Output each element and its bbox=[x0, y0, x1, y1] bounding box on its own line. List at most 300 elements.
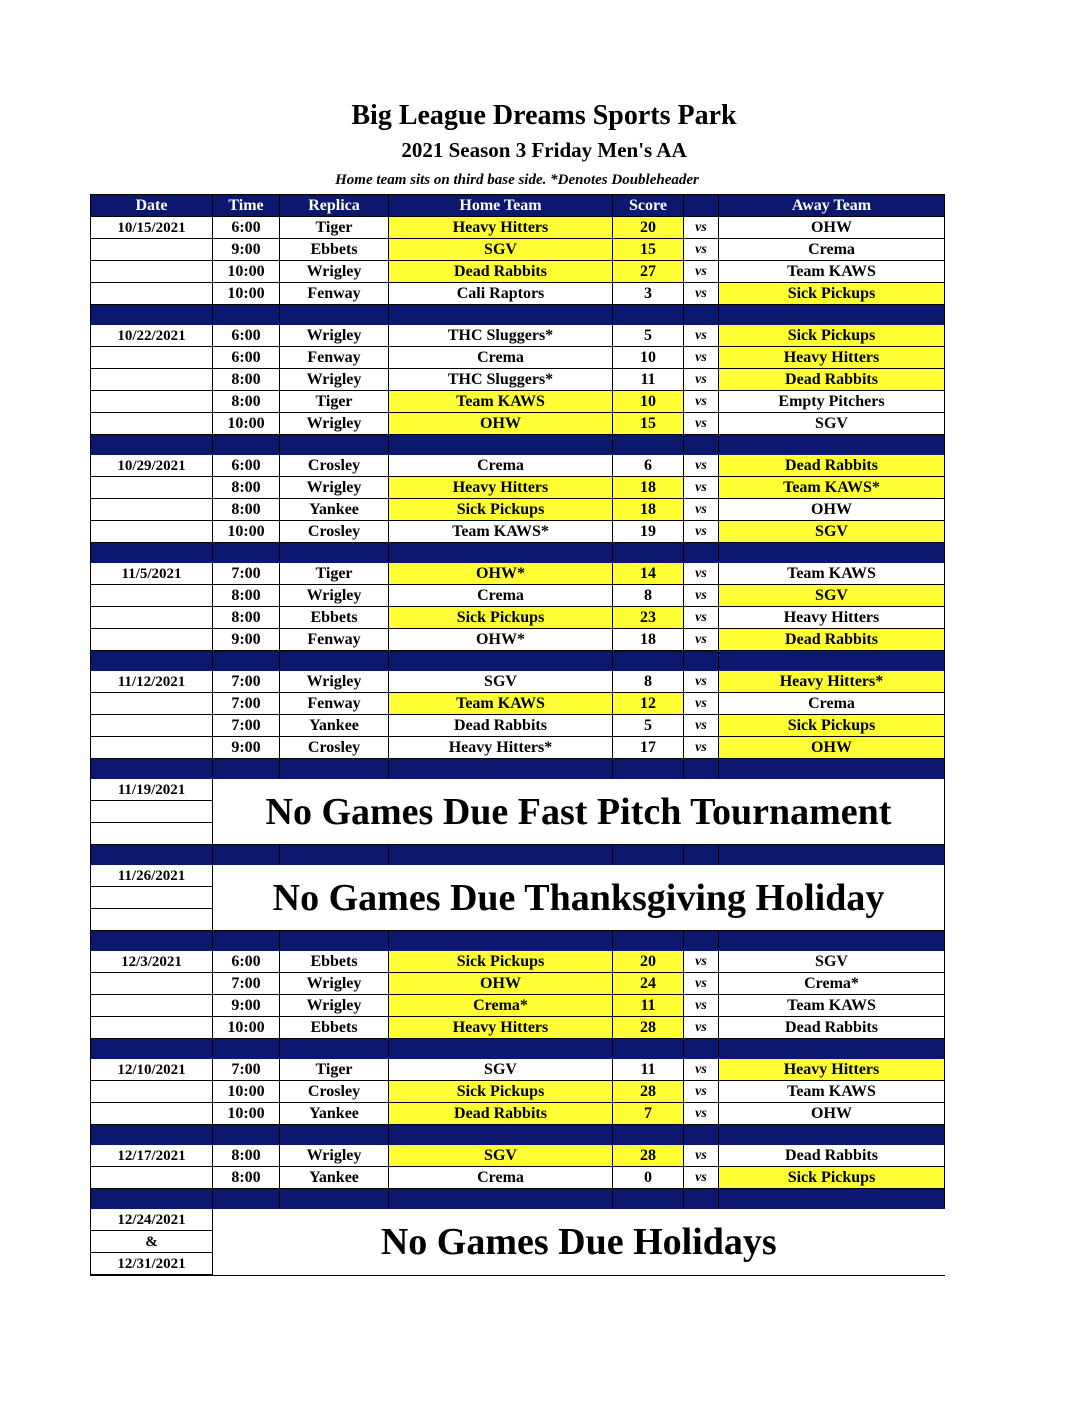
game-row bbox=[91, 325, 945, 347]
vs-label: vs bbox=[684, 347, 719, 369]
away-team: OHW bbox=[719, 737, 945, 759]
game-score: 17 bbox=[613, 737, 684, 759]
game-date bbox=[91, 1081, 213, 1103]
game-replica: Crosley bbox=[280, 737, 389, 759]
game-date bbox=[91, 585, 213, 607]
game-replica: Wrigley bbox=[280, 1145, 389, 1167]
spacer-cell bbox=[91, 1189, 213, 1209]
spacer-cell bbox=[389, 305, 613, 325]
game-replica: Ebbets bbox=[280, 951, 389, 973]
game-row bbox=[91, 261, 945, 283]
home-team: Sick Pickups bbox=[389, 607, 613, 629]
game-score: 18 bbox=[613, 629, 684, 651]
game-replica: Ebbets bbox=[280, 239, 389, 261]
spacer-cell bbox=[719, 651, 945, 671]
game-row bbox=[91, 1017, 945, 1039]
spacer-cell bbox=[280, 1125, 389, 1145]
game-score: 11 bbox=[613, 1059, 684, 1081]
spacer-cell bbox=[280, 305, 389, 325]
game-replica: Wrigley bbox=[280, 973, 389, 995]
vs-label: vs bbox=[684, 671, 719, 693]
game-score: 10 bbox=[613, 391, 684, 413]
column-header-date: Date bbox=[91, 195, 213, 217]
game-row bbox=[91, 477, 945, 499]
home-team: Crema* bbox=[389, 995, 613, 1017]
spacer-cell bbox=[280, 651, 389, 671]
spacer-cell bbox=[719, 759, 945, 779]
game-replica: Wrigley bbox=[280, 261, 389, 283]
game-time: 7:00 bbox=[213, 973, 280, 995]
home-team: OHW* bbox=[389, 629, 613, 651]
game-date bbox=[91, 261, 213, 283]
vs-label: vs bbox=[684, 693, 719, 715]
game-date: 11/12/2021 bbox=[91, 671, 213, 693]
spacer-cell bbox=[613, 1125, 684, 1145]
game-row bbox=[91, 217, 945, 239]
column-header-replica: Replica bbox=[280, 195, 389, 217]
away-team: SGV bbox=[719, 413, 945, 435]
game-date bbox=[91, 1103, 213, 1125]
away-team: Team KAWS* bbox=[719, 477, 945, 499]
game-date bbox=[91, 477, 213, 499]
game-date: 12/3/2021 bbox=[91, 951, 213, 973]
game-row bbox=[91, 1081, 945, 1103]
spacer-row bbox=[91, 1189, 945, 1209]
spacer-cell bbox=[213, 435, 280, 455]
game-replica: Wrigley bbox=[280, 671, 389, 693]
vs-label: vs bbox=[684, 737, 719, 759]
spacer-cell bbox=[684, 1189, 719, 1209]
spacer-cell bbox=[91, 1125, 213, 1145]
game-time: 10:00 bbox=[213, 521, 280, 543]
spacer-cell bbox=[719, 931, 945, 951]
home-team: SGV bbox=[389, 1145, 613, 1167]
no-games-notice: No Games Due Holidays bbox=[213, 1209, 945, 1276]
game-row bbox=[91, 671, 945, 693]
home-team: SGV bbox=[389, 239, 613, 261]
game-time: 7:00 bbox=[213, 563, 280, 585]
spacer-cell bbox=[280, 1039, 389, 1059]
spacer-cell bbox=[213, 931, 280, 951]
game-row bbox=[91, 995, 945, 1017]
home-team: Heavy Hitters bbox=[389, 217, 613, 239]
game-time: 10:00 bbox=[213, 261, 280, 283]
game-replica: Wrigley bbox=[280, 585, 389, 607]
game-score: 23 bbox=[613, 607, 684, 629]
vs-label: vs bbox=[684, 951, 719, 973]
game-score: 8 bbox=[613, 585, 684, 607]
game-score: 3 bbox=[613, 283, 684, 305]
away-team: Dead Rabbits bbox=[719, 455, 945, 477]
spacer-cell bbox=[389, 845, 613, 865]
game-replica: Fenway bbox=[280, 693, 389, 715]
header-row bbox=[91, 195, 945, 217]
spacer-cell bbox=[684, 1125, 719, 1145]
game-replica: Tiger bbox=[280, 217, 389, 239]
spacer-cell bbox=[719, 1125, 945, 1145]
spacer-cell bbox=[684, 651, 719, 671]
spacer-row bbox=[91, 845, 945, 865]
home-team: SGV bbox=[389, 671, 613, 693]
game-replica: Wrigley bbox=[280, 477, 389, 499]
away-team: Team KAWS bbox=[719, 1081, 945, 1103]
spacer-cell bbox=[613, 435, 684, 455]
spacer-cell bbox=[613, 1189, 684, 1209]
away-team: Empty Pitchers bbox=[719, 391, 945, 413]
game-row bbox=[91, 629, 945, 651]
game-replica: Yankee bbox=[280, 715, 389, 737]
game-date bbox=[91, 995, 213, 1017]
away-team: Team KAWS bbox=[719, 563, 945, 585]
game-replica: Ebbets bbox=[280, 607, 389, 629]
spacer-cell bbox=[280, 1189, 389, 1209]
vs-label: vs bbox=[684, 477, 719, 499]
game-time: 6:00 bbox=[213, 455, 280, 477]
home-team: Team KAWS* bbox=[389, 521, 613, 543]
game-date bbox=[91, 629, 213, 651]
home-team: Dead Rabbits bbox=[389, 715, 613, 737]
spacer-cell bbox=[91, 1039, 213, 1059]
notice-row bbox=[91, 865, 945, 887]
home-team: Crema bbox=[389, 455, 613, 477]
game-replica: Tiger bbox=[280, 563, 389, 585]
vs-label: vs bbox=[684, 391, 719, 413]
game-time: 9:00 bbox=[213, 737, 280, 759]
notice-date bbox=[91, 909, 213, 931]
vs-label: vs bbox=[684, 325, 719, 347]
game-time: 8:00 bbox=[213, 499, 280, 521]
game-score: 14 bbox=[613, 563, 684, 585]
home-team: Crema bbox=[389, 585, 613, 607]
game-row bbox=[91, 715, 945, 737]
game-time: 7:00 bbox=[213, 1059, 280, 1081]
schedule-note: Home team sits on third base side. *Denotes Doubleheader bbox=[335, 172, 699, 188]
home-team: Sick Pickups bbox=[389, 951, 613, 973]
away-team: Dead Rabbits bbox=[719, 369, 945, 391]
vs-label: vs bbox=[684, 239, 719, 261]
vs-label: vs bbox=[684, 585, 719, 607]
game-score: 11 bbox=[613, 369, 684, 391]
game-score: 6 bbox=[613, 455, 684, 477]
column-header-home-team: Home Team bbox=[389, 195, 613, 217]
spacer-cell bbox=[280, 759, 389, 779]
away-team: Sick Pickups bbox=[719, 715, 945, 737]
away-team: Crema bbox=[719, 239, 945, 261]
game-replica: Wrigley bbox=[280, 995, 389, 1017]
game-date: 12/17/2021 bbox=[91, 1145, 213, 1167]
game-time: 7:00 bbox=[213, 715, 280, 737]
home-team: OHW bbox=[389, 413, 613, 435]
game-row bbox=[91, 391, 945, 413]
game-date bbox=[91, 521, 213, 543]
away-team: Team KAWS bbox=[719, 995, 945, 1017]
game-time: 6:00 bbox=[213, 951, 280, 973]
spacer-cell bbox=[213, 543, 280, 563]
game-score: 11 bbox=[613, 995, 684, 1017]
spacer-cell bbox=[280, 435, 389, 455]
spacer-cell bbox=[684, 435, 719, 455]
away-team: OHW bbox=[719, 499, 945, 521]
game-score: 7 bbox=[613, 1103, 684, 1125]
spacer-cell bbox=[389, 1125, 613, 1145]
game-score: 24 bbox=[613, 973, 684, 995]
game-replica: Yankee bbox=[280, 1103, 389, 1125]
home-team: Crema bbox=[389, 1167, 613, 1189]
game-time: 9:00 bbox=[213, 629, 280, 651]
game-replica: Wrigley bbox=[280, 369, 389, 391]
game-score: 28 bbox=[613, 1017, 684, 1039]
spacer-row bbox=[91, 651, 945, 671]
spacer-cell bbox=[719, 845, 945, 865]
spacer-cell bbox=[613, 845, 684, 865]
game-replica: Yankee bbox=[280, 1167, 389, 1189]
home-team: SGV bbox=[389, 1059, 613, 1081]
game-row bbox=[91, 737, 945, 759]
spacer-cell bbox=[613, 305, 684, 325]
spacer-cell bbox=[91, 305, 213, 325]
notice-date: 12/24/2021 bbox=[91, 1209, 213, 1231]
game-score: 28 bbox=[613, 1145, 684, 1167]
spacer-cell bbox=[684, 931, 719, 951]
game-replica: Fenway bbox=[280, 283, 389, 305]
spacer-cell bbox=[389, 435, 613, 455]
game-row bbox=[91, 951, 945, 973]
game-row bbox=[91, 607, 945, 629]
game-row bbox=[91, 693, 945, 715]
game-row bbox=[91, 521, 945, 543]
game-time: 8:00 bbox=[213, 369, 280, 391]
notice-date: & bbox=[91, 1231, 213, 1253]
home-team: THC Sluggers* bbox=[389, 369, 613, 391]
game-replica: Wrigley bbox=[280, 413, 389, 435]
no-games-notice: No Games Due Fast Pitch Tournament bbox=[213, 779, 945, 845]
game-time: 10:00 bbox=[213, 1103, 280, 1125]
page-title: Big League Dreams Sports Park bbox=[351, 100, 737, 131]
game-time: 9:00 bbox=[213, 239, 280, 261]
game-time: 6:00 bbox=[213, 347, 280, 369]
spacer-cell bbox=[280, 845, 389, 865]
vs-label: vs bbox=[684, 607, 719, 629]
game-date bbox=[91, 347, 213, 369]
game-date bbox=[91, 369, 213, 391]
spacer-cell bbox=[91, 543, 213, 563]
spacer-cell bbox=[91, 435, 213, 455]
spacer-cell bbox=[213, 305, 280, 325]
spacer-cell bbox=[213, 845, 280, 865]
game-score: 18 bbox=[613, 477, 684, 499]
spacer-cell bbox=[213, 1039, 280, 1059]
vs-label: vs bbox=[684, 563, 719, 585]
home-team: Dead Rabbits bbox=[389, 261, 613, 283]
game-date bbox=[91, 1167, 213, 1189]
game-replica: Tiger bbox=[280, 391, 389, 413]
game-score: 15 bbox=[613, 239, 684, 261]
no-games-notice: No Games Due Thanksgiving Holiday bbox=[213, 865, 945, 931]
game-row bbox=[91, 455, 945, 477]
spacer-cell bbox=[389, 1039, 613, 1059]
home-team: Heavy Hitters bbox=[389, 1017, 613, 1039]
away-team: Sick Pickups bbox=[719, 1167, 945, 1189]
vs-label: vs bbox=[684, 1017, 719, 1039]
spacer-row bbox=[91, 543, 945, 563]
spacer-cell bbox=[613, 651, 684, 671]
away-team: OHW bbox=[719, 217, 945, 239]
vs-label: vs bbox=[684, 715, 719, 737]
away-team: Heavy Hitters bbox=[719, 347, 945, 369]
home-team: Heavy Hitters* bbox=[389, 737, 613, 759]
game-time: 6:00 bbox=[213, 325, 280, 347]
spacer-row bbox=[91, 435, 945, 455]
away-team: SGV bbox=[719, 951, 945, 973]
notice-date bbox=[91, 801, 213, 823]
game-score: 20 bbox=[613, 217, 684, 239]
spacer-row bbox=[91, 759, 945, 779]
away-team: SGV bbox=[719, 521, 945, 543]
game-row bbox=[91, 1103, 945, 1125]
spacer-cell bbox=[684, 305, 719, 325]
game-row bbox=[91, 563, 945, 585]
spacer-cell bbox=[91, 845, 213, 865]
away-team: Dead Rabbits bbox=[719, 1017, 945, 1039]
away-team: Heavy Hitters* bbox=[719, 671, 945, 693]
vs-label: vs bbox=[684, 455, 719, 477]
game-time: 8:00 bbox=[213, 585, 280, 607]
spacer-cell bbox=[213, 1189, 280, 1209]
notice-row bbox=[91, 1209, 945, 1231]
home-team: Heavy Hitters bbox=[389, 477, 613, 499]
notice-date bbox=[91, 823, 213, 845]
away-team: Crema* bbox=[719, 973, 945, 995]
notice-date bbox=[91, 887, 213, 909]
vs-label: vs bbox=[684, 499, 719, 521]
game-date: 10/22/2021 bbox=[91, 325, 213, 347]
game-date bbox=[91, 607, 213, 629]
game-replica: Wrigley bbox=[280, 325, 389, 347]
vs-label: vs bbox=[684, 413, 719, 435]
spacer-row bbox=[91, 931, 945, 951]
vs-label: vs bbox=[684, 1081, 719, 1103]
spacer-cell bbox=[280, 543, 389, 563]
notice-row bbox=[91, 779, 945, 801]
vs-label: vs bbox=[684, 283, 719, 305]
game-row bbox=[91, 369, 945, 391]
game-time: 7:00 bbox=[213, 693, 280, 715]
spacer-cell bbox=[684, 1039, 719, 1059]
game-time: 10:00 bbox=[213, 283, 280, 305]
game-time: 6:00 bbox=[213, 217, 280, 239]
game-row bbox=[91, 413, 945, 435]
game-time: 8:00 bbox=[213, 1145, 280, 1167]
game-date bbox=[91, 1017, 213, 1039]
game-row bbox=[91, 973, 945, 995]
game-score: 0 bbox=[613, 1167, 684, 1189]
game-score: 5 bbox=[613, 325, 684, 347]
notice-date: 12/31/2021 bbox=[91, 1253, 213, 1276]
home-team: Team KAWS bbox=[389, 391, 613, 413]
spacer-cell bbox=[613, 1039, 684, 1059]
spacer-cell bbox=[719, 1189, 945, 1209]
vs-label: vs bbox=[684, 973, 719, 995]
spacer-cell bbox=[719, 435, 945, 455]
game-score: 12 bbox=[613, 693, 684, 715]
vs-label: vs bbox=[684, 995, 719, 1017]
game-row bbox=[91, 239, 945, 261]
home-team: Team KAWS bbox=[389, 693, 613, 715]
game-date: 10/15/2021 bbox=[91, 217, 213, 239]
spacer-cell bbox=[719, 543, 945, 563]
vs-label: vs bbox=[684, 217, 719, 239]
spacer-cell bbox=[91, 651, 213, 671]
away-team: Dead Rabbits bbox=[719, 629, 945, 651]
game-row bbox=[91, 347, 945, 369]
spacer-cell bbox=[389, 1189, 613, 1209]
home-team: THC Sluggers* bbox=[389, 325, 613, 347]
game-replica: Crosley bbox=[280, 455, 389, 477]
spacer-cell bbox=[389, 651, 613, 671]
spacer-cell bbox=[389, 931, 613, 951]
away-team: OHW bbox=[719, 1103, 945, 1125]
spacer-cell bbox=[684, 543, 719, 563]
season-subtitle: 2021 Season 3 Friday Men's AA bbox=[401, 138, 687, 162]
home-team: Cali Raptors bbox=[389, 283, 613, 305]
notice-date: 11/19/2021 bbox=[91, 779, 213, 801]
game-replica: Crosley bbox=[280, 1081, 389, 1103]
spacer-cell bbox=[213, 651, 280, 671]
game-score: 5 bbox=[613, 715, 684, 737]
game-date: 11/5/2021 bbox=[91, 563, 213, 585]
game-date bbox=[91, 391, 213, 413]
vs-label: vs bbox=[684, 369, 719, 391]
game-replica: Crosley bbox=[280, 521, 389, 543]
game-date: 12/10/2021 bbox=[91, 1059, 213, 1081]
game-row bbox=[91, 585, 945, 607]
spacer-row bbox=[91, 1039, 945, 1059]
vs-label: vs bbox=[684, 1103, 719, 1125]
spacer-cell bbox=[213, 1125, 280, 1145]
game-replica: Ebbets bbox=[280, 1017, 389, 1039]
spacer-cell bbox=[389, 759, 613, 779]
vs-label: vs bbox=[684, 1145, 719, 1167]
game-score: 10 bbox=[613, 347, 684, 369]
spacer-cell bbox=[91, 759, 213, 779]
game-row bbox=[91, 1145, 945, 1167]
spacer-cell bbox=[719, 305, 945, 325]
home-team: Crema bbox=[389, 347, 613, 369]
away-team: Sick Pickups bbox=[719, 325, 945, 347]
spacer-row bbox=[91, 1125, 945, 1145]
game-date bbox=[91, 283, 213, 305]
game-time: 10:00 bbox=[213, 413, 280, 435]
game-replica: Fenway bbox=[280, 629, 389, 651]
game-time: 10:00 bbox=[213, 1081, 280, 1103]
game-time: 8:00 bbox=[213, 477, 280, 499]
notice-date: 11/26/2021 bbox=[91, 865, 213, 887]
game-date: 10/29/2021 bbox=[91, 455, 213, 477]
away-team: Sick Pickups bbox=[719, 283, 945, 305]
game-date bbox=[91, 973, 213, 995]
game-score: 15 bbox=[613, 413, 684, 435]
game-score: 27 bbox=[613, 261, 684, 283]
game-time: 8:00 bbox=[213, 607, 280, 629]
spacer-cell bbox=[213, 759, 280, 779]
game-time: 10:00 bbox=[213, 1017, 280, 1039]
game-date bbox=[91, 737, 213, 759]
game-score: 28 bbox=[613, 1081, 684, 1103]
away-team: Dead Rabbits bbox=[719, 1145, 945, 1167]
game-time: 8:00 bbox=[213, 391, 280, 413]
vs-label: vs bbox=[684, 1059, 719, 1081]
game-score: 18 bbox=[613, 499, 684, 521]
